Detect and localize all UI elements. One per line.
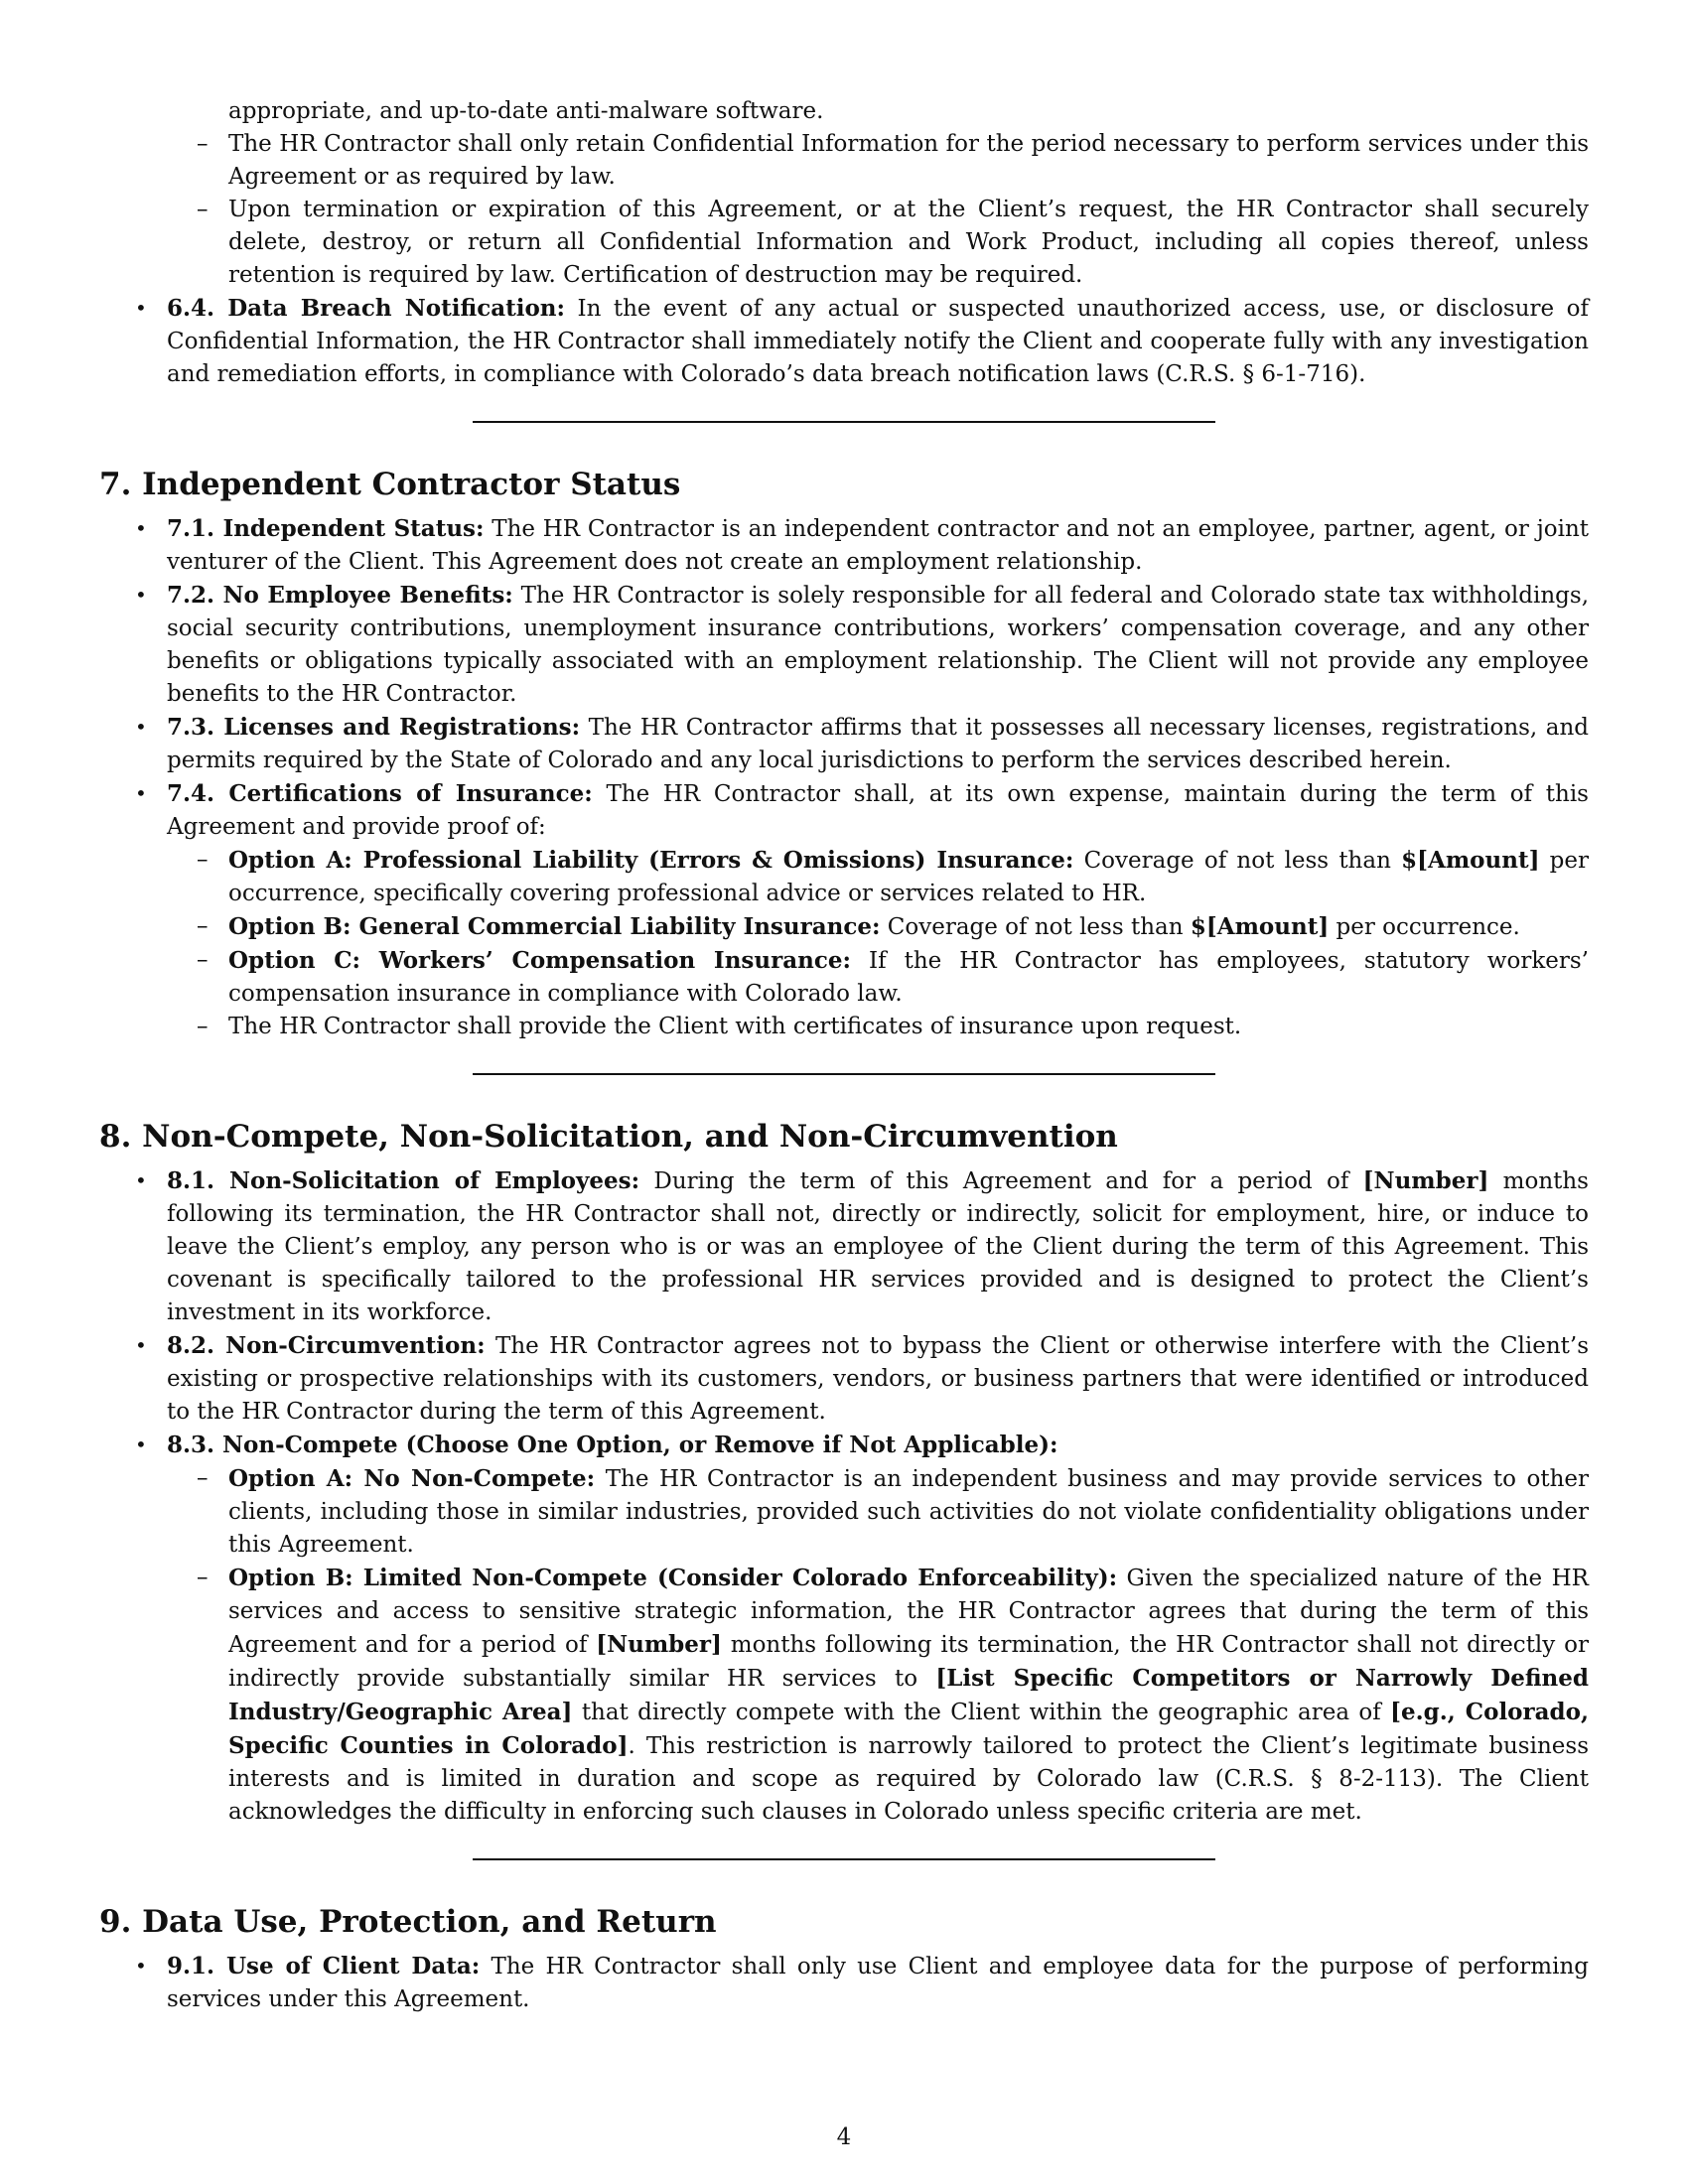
dash-marker: – bbox=[197, 947, 209, 973]
competitor-placeholder: [List Specific Competitors or Narrowly Defined Industry/Geographic Area] bbox=[228, 1665, 1589, 1725]
bullet-marker: • bbox=[135, 296, 147, 320]
insurance-certificates: – The HR Contractor shall provide the Client with certificates of insurance upon request. bbox=[99, 1011, 1589, 1043]
section-heading-8: 8. Non-Compete, Non-Solicitation, and Non-Circumvention bbox=[99, 1119, 1118, 1155]
noncompete-option-a: – Option A: No Non-Compete: The HR Contractor is an independent business and may provide services to other clients, including those in similar industries, provided such activities do not violate confidentiality obligations under this Agreement. bbox=[99, 1462, 1589, 1562]
clause-label: 8.3. Non-Compete (Choose One Option, or Remove if Not Applicable): bbox=[167, 1432, 1058, 1458]
clause-label: 8.2. Non-Circumvention: bbox=[167, 1332, 486, 1359]
number-placeholder: [Number] bbox=[596, 1631, 722, 1658]
document-page bbox=[99, 95, 1589, 2016]
clause-7-3: • 7.3. Licenses and Registrations: The HR Contractor affirms that it possesses all necessary licenses, registrations, and permits required by the State of Colorado and any local jurisdictions to perform the services described herein. bbox=[99, 711, 1589, 777]
clause-8-3 bbox=[99, 1429, 1589, 1462]
bullet-marker: • bbox=[135, 715, 147, 739]
clause-label: 8.1. Non-Solicitation of Employees: bbox=[167, 1167, 640, 1194]
dash-marker: – bbox=[197, 131, 209, 157]
section-divider bbox=[473, 421, 1215, 423]
section-divider bbox=[473, 1858, 1215, 1860]
clause-7-4: • 7.4. Certifications of Insurance: The HR Contractor shall, at its own expense, maintain during the term of this Agreement and provide proof of: bbox=[99, 777, 1589, 844]
dash-marker: – bbox=[197, 913, 209, 939]
dash-marker: – bbox=[197, 1565, 209, 1590]
clause-label: 7.3. Licenses and Registrations: bbox=[167, 714, 581, 741]
section-heading-7: 7. Independent Contractor Status bbox=[99, 467, 681, 502]
dash-marker: – bbox=[197, 1014, 209, 1039]
page-number: 4 bbox=[836, 2124, 852, 2150]
section-heading-9: 9. Data Use, Protection, and Return bbox=[99, 1904, 717, 1940]
list-item: – Upon termination or expiration of this Agreement, or at the Client’s request, the HR Contractor shall securely delete, destroy, or return all Confidential Information and Work Product, including all copies thereof, unless retention is required by law. Certification of destruction may be required. bbox=[99, 194, 1589, 292]
amount-placeholder: $[Amount] bbox=[1190, 913, 1330, 940]
insurance-option-c: – Option C: Workers’ Compensation Insurance: If the HR Contractor has employees, statutory workers’ compensation insurance in compliance with Colorado law. bbox=[99, 944, 1589, 1011]
clause-label: 7.1. Independent Status: bbox=[167, 515, 485, 542]
clause-7-1: • 7.1. Independent Status: The HR Contractor is an independent contractor and not an employee, partner, agent, or joint venturer of the Client. This Agreement does not create an employment relationship. bbox=[99, 512, 1589, 579]
clause-8-1: • 8.1. Non-Solicitation of Employees: During the term of this Agreement and for a period of [Number] months following its termination, the HR Contractor shall not, directly or indirectly, solicit for employment, hire, or induce to leave the Client’s employ, any person who is or was an employee of the Client during the term of this Agreement. This covenant is specifically tailored to the professional HR services provided and is designed to protect the Client’s investment in its workforce. bbox=[99, 1164, 1589, 1329]
bullet-marker: • bbox=[135, 781, 147, 805]
bullet-marker: • bbox=[135, 1433, 147, 1456]
clause-label: 6.4. Data Breach Notification: bbox=[167, 295, 566, 322]
clause-label: 9.1. Use of Client Data: bbox=[167, 1953, 481, 1979]
amount-placeholder: $[Amount] bbox=[1401, 847, 1540, 874]
bullet-marker: • bbox=[135, 1333, 147, 1357]
bullet-marker: • bbox=[135, 1954, 147, 1978]
dash-marker: – bbox=[197, 847, 209, 873]
bullet-marker: • bbox=[135, 583, 147, 607]
area-placeholder: [e.g., Colorado, Specific Counties in Colorado] bbox=[228, 1699, 1589, 1759]
clause-6-4: • 6.4. Data Breach Notification: In the event of any actual or suspected unauthorized access, use, or disclosure of Confidential Information, the HR Contractor shall immediately notify the Client and cooperate fully with any investigation and remediation efforts, in compliance with Colorado’s data breach notification laws (C.R.S. § 6-1-716). bbox=[99, 292, 1589, 391]
bullet-marker: • bbox=[135, 516, 147, 540]
dash-marker: – bbox=[197, 1465, 209, 1491]
clause-9-1: • 9.1. Use of Client Data: The HR Contractor shall only use Client and employee data for the purpose of performing services under this Agreement. bbox=[99, 1950, 1589, 2016]
clause-7-2: • 7.2. No Employee Benefits: The HR Contractor is solely responsible for all federal and Colorado state tax withholdings, social security contributions, unemployment insurance contributions, workers’ compensation coverage, and any other benefits or obligations typically associated with an employment relationship. The Client will not provide any employee benefits to the HR Contractor. bbox=[99, 579, 1589, 711]
noncompete-option-b: – Option B: Limited Non-Compete (Consider Colorado Enforceability): Given the specialized nature of the HR services and access to sensitive strategic information, the HR Contractor agrees that during the term of this Agreement and for a period of [Number] months following its termination, the HR Contractor shall not directly or indirectly provide substantially similar HR services to [List Specific Competitors or Narrowly Defined Industry/Geographic Area] that directly compete with the Client within the geographic area of [e.g., Colorado, Specific Counties in Colorado]. This restriction is narrowly tailored to protect the Client’s legitimate business interests and is limited in duration and scope as required by Colorado law (C.R.S. § 8-2-113). The Client acknowledges the difficulty in enforcing such clauses in Colorado unless specific criteria are met. bbox=[99, 1562, 1589, 1829]
clause-8-2: • 8.2. Non-Circumvention: The HR Contractor agrees not to bypass the Client or otherwise interfere with the Client’s existing or prospective relationships with its customers, vendors, or business partners that were identified or introduced to the HR Contractor during the term of this Agreement. bbox=[99, 1329, 1589, 1429]
insurance-option-a: – Option A: Professional Liability (Errors & Omissions) Insurance: Coverage of not less than $[Amount] per occurrence, specifically covering professional advice or services related to HR. bbox=[99, 844, 1589, 910]
section-divider bbox=[473, 1073, 1215, 1075]
insurance-option-b: – Option B: General Commercial Liability Insurance: Coverage of not less than $[Amount] per occurrence. bbox=[99, 910, 1589, 944]
dash-marker: – bbox=[197, 197, 209, 222]
list-item: – The HR Contractor shall only retain Confidential Information for the period necessary to perform services under this Agreement or as required by law. bbox=[99, 128, 1589, 194]
clause-label: 7.4. Certifications of Insurance: bbox=[167, 780, 593, 807]
bullet-marker: • bbox=[135, 1168, 147, 1192]
number-placeholder: [Number] bbox=[1362, 1167, 1489, 1194]
continued-text: appropriate, and up-to-date anti-malware software. bbox=[228, 98, 824, 124]
clause-label: 7.2. No Employee Benefits: bbox=[167, 582, 513, 609]
